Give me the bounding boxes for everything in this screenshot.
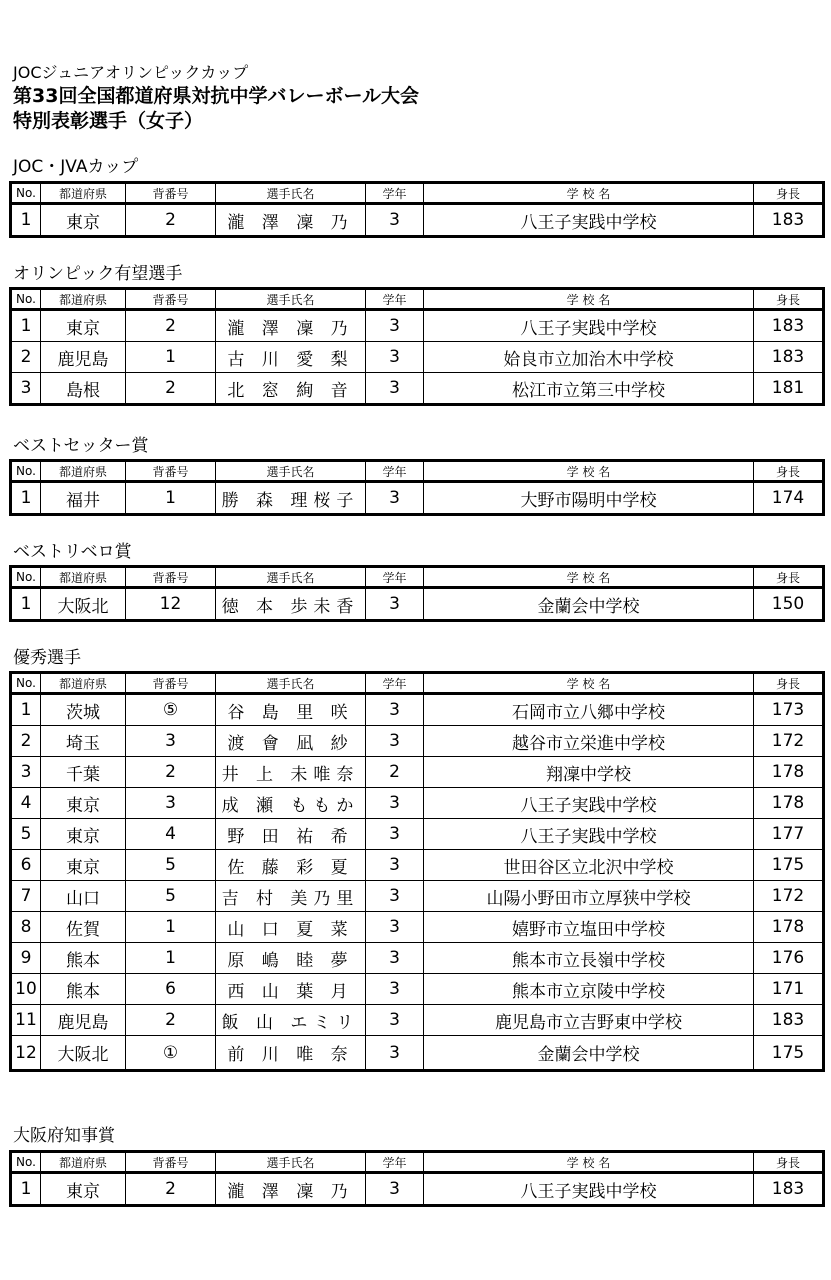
grade: 3 (366, 1005, 424, 1036)
grade: 3 (366, 342, 424, 373)
column-header-player-name: 選手氏名 (216, 183, 366, 204)
column-header-row-number: No. (11, 289, 41, 310)
section-title: ベストセッター賞 (13, 436, 149, 456)
column-header-jersey-number: 背番号 (126, 567, 216, 588)
row-number: 9 (11, 943, 41, 974)
player-name: 勝 森 理桜子 (216, 482, 366, 515)
grade: 3 (366, 373, 424, 405)
table-row (11, 726, 824, 757)
table-header-row (11, 567, 824, 588)
grade: 3 (366, 850, 424, 881)
player-name: 西 山 葉 月 (216, 974, 366, 1005)
school-name: 八王子実践中学校 (424, 819, 754, 850)
grade: 3 (366, 588, 424, 621)
height: 183 (754, 1173, 824, 1206)
school-name: 山陽小野田市立厚狭中学校 (424, 881, 754, 912)
row-number: 12 (11, 1036, 41, 1071)
jersey-number: 12 (126, 588, 216, 621)
table-header-row (11, 461, 824, 482)
document-header (13, 62, 419, 134)
school-name: 八王子実践中学校 (424, 310, 754, 342)
player-name: 吉 村 美乃里 (216, 881, 366, 912)
jersey-number: 1 (126, 342, 216, 373)
prefecture: 東京 (41, 310, 126, 342)
row-number: 11 (11, 1005, 41, 1036)
jersey-number: 4 (126, 819, 216, 850)
column-header-player-name: 選手氏名 (216, 673, 366, 694)
height: 176 (754, 943, 824, 974)
grade: 3 (366, 1173, 424, 1206)
player-name: 谷 島 里 咲 (216, 694, 366, 726)
column-header-prefecture: 都道府県 (41, 461, 126, 482)
player-name: 北 窓 絢 音 (216, 373, 366, 405)
jersey-number: 1 (126, 912, 216, 943)
table-row (11, 694, 824, 726)
table-header-row (11, 289, 824, 310)
column-header-grade: 学年 (366, 567, 424, 588)
grade: 2 (366, 757, 424, 788)
school-name: 八王子実践中学校 (424, 204, 754, 237)
height: 178 (754, 912, 824, 943)
height: 174 (754, 482, 824, 515)
row-number: 6 (11, 850, 41, 881)
table-row (11, 373, 824, 405)
award-table (9, 565, 825, 622)
row-number: 5 (11, 819, 41, 850)
prefecture: 埼玉 (41, 726, 126, 757)
table-row (11, 819, 824, 850)
player-name: 瀧 澤 凜 乃 (216, 310, 366, 342)
jersey-number: 6 (126, 974, 216, 1005)
column-header-prefecture: 都道府県 (41, 289, 126, 310)
row-number: 2 (11, 726, 41, 757)
table-header-row (11, 1152, 824, 1173)
player-name: 古 川 愛 梨 (216, 342, 366, 373)
column-header-grade: 学年 (366, 461, 424, 482)
row-number: 2 (11, 342, 41, 373)
column-header-school-name: 学 校 名 (424, 289, 754, 310)
height: 183 (754, 1005, 824, 1036)
column-header-row-number: No. (11, 567, 41, 588)
header-subtitle: JOCジュニアオリンピックカップ (13, 63, 249, 82)
section-title: 大阪府知事賞 (13, 1126, 115, 1146)
height: 173 (754, 694, 824, 726)
table-row (11, 1173, 824, 1206)
table-header-row (11, 183, 824, 204)
column-header-jersey-number: 背番号 (126, 673, 216, 694)
row-number: 1 (11, 204, 41, 237)
grade: 3 (366, 974, 424, 1005)
jersey-number: 5 (126, 850, 216, 881)
prefecture: 福井 (41, 482, 126, 515)
award-table (9, 671, 825, 1072)
column-header-height: 身長 (754, 1152, 824, 1173)
jersey-number: 1 (126, 943, 216, 974)
player-name: 井 上 未唯奈 (216, 757, 366, 788)
prefecture: 茨城 (41, 694, 126, 726)
grade: 3 (366, 694, 424, 726)
prefecture: 熊本 (41, 943, 126, 974)
table-row (11, 850, 824, 881)
table-row (11, 1005, 824, 1036)
school-name: 嬉野市立塩田中学校 (424, 912, 754, 943)
school-name: 熊本市立長嶺中学校 (424, 943, 754, 974)
prefecture: 島根 (41, 373, 126, 405)
player-name: 飯 山 エミリ (216, 1005, 366, 1036)
grade: 3 (366, 912, 424, 943)
column-header-prefecture: 都道府県 (41, 183, 126, 204)
jersey-number: 2 (126, 1005, 216, 1036)
column-header-jersey-number: 背番号 (126, 461, 216, 482)
column-header-prefecture: 都道府県 (41, 1152, 126, 1173)
school-name: 鹿児島市立吉野東中学校 (424, 1005, 754, 1036)
jersey-number: 2 (126, 1173, 216, 1206)
column-header-school-name: 学 校 名 (424, 567, 754, 588)
table-row (11, 204, 824, 237)
row-number: 4 (11, 788, 41, 819)
school-name: 熊本市立京陵中学校 (424, 974, 754, 1005)
column-header-height: 身長 (754, 461, 824, 482)
prefecture: 山口 (41, 881, 126, 912)
row-number: 1 (11, 1173, 41, 1206)
column-header-grade: 学年 (366, 289, 424, 310)
jersey-number: 3 (126, 726, 216, 757)
table-row (11, 788, 824, 819)
row-number: 1 (11, 482, 41, 515)
height: 183 (754, 342, 824, 373)
column-header-row-number: No. (11, 1152, 41, 1173)
school-name: 八王子実践中学校 (424, 1173, 754, 1206)
prefecture: 東京 (41, 204, 126, 237)
height: 172 (754, 726, 824, 757)
column-header-school-name: 学 校 名 (424, 183, 754, 204)
height: 175 (754, 1036, 824, 1071)
jersey-number: 1 (126, 482, 216, 515)
height: 183 (754, 204, 824, 237)
grade: 3 (366, 482, 424, 515)
grade: 3 (366, 881, 424, 912)
jersey-number: 5 (126, 881, 216, 912)
height: 175 (754, 850, 824, 881)
column-header-height: 身長 (754, 567, 824, 588)
school-name: 姶良市立加治木中学校 (424, 342, 754, 373)
column-header-prefecture: 都道府県 (41, 567, 126, 588)
height: 181 (754, 373, 824, 405)
table-row (11, 342, 824, 373)
table-row (11, 943, 824, 974)
table-row (11, 881, 824, 912)
column-header-jersey-number: 背番号 (126, 183, 216, 204)
prefecture: 千葉 (41, 757, 126, 788)
school-name: 大野市陽明中学校 (424, 482, 754, 515)
column-header-player-name: 選手氏名 (216, 289, 366, 310)
table-row (11, 757, 824, 788)
column-header-school-name: 学 校 名 (424, 1152, 754, 1173)
jersey-number: 3 (126, 788, 216, 819)
header-title-line2: 特別表彰選手（女子） (13, 110, 204, 132)
grade: 3 (366, 819, 424, 850)
jersey-number: 2 (126, 310, 216, 342)
prefecture: 大阪北 (41, 1036, 126, 1071)
grade: 3 (366, 204, 424, 237)
table-header-row (11, 673, 824, 694)
column-header-grade: 学年 (366, 183, 424, 204)
player-name: 山 口 夏 菜 (216, 912, 366, 943)
row-number: 7 (11, 881, 41, 912)
prefecture: 東京 (41, 1173, 126, 1206)
section-title: JOC・JVAカップ (13, 157, 139, 177)
table-row (11, 1036, 824, 1071)
award-table (9, 181, 825, 238)
prefecture: 大阪北 (41, 588, 126, 621)
jersey-number: ① (126, 1036, 216, 1071)
section-title: ベストリベロ賞 (13, 542, 132, 562)
column-header-jersey-number: 背番号 (126, 1152, 216, 1173)
section-title: 優秀選手 (13, 648, 81, 668)
column-header-grade: 学年 (366, 1152, 424, 1173)
prefecture: 東京 (41, 788, 126, 819)
player-name: 成 瀬 ももか (216, 788, 366, 819)
row-number: 8 (11, 912, 41, 943)
column-header-player-name: 選手氏名 (216, 1152, 366, 1173)
prefecture: 東京 (41, 819, 126, 850)
prefecture: 鹿児島 (41, 1005, 126, 1036)
row-number: 1 (11, 694, 41, 726)
column-header-row-number: No. (11, 673, 41, 694)
jersey-number: 2 (126, 757, 216, 788)
award-table (9, 1150, 825, 1207)
column-header-grade: 学年 (366, 673, 424, 694)
table-row (11, 482, 824, 515)
player-name: 瀧 澤 凜 乃 (216, 1173, 366, 1206)
school-name: 翔凜中学校 (424, 757, 754, 788)
height: 183 (754, 310, 824, 342)
row-number: 1 (11, 588, 41, 621)
height: 150 (754, 588, 824, 621)
award-table (9, 287, 825, 406)
column-header-row-number: No. (11, 183, 41, 204)
height: 178 (754, 788, 824, 819)
player-name: 前 川 唯 奈 (216, 1036, 366, 1071)
row-number: 3 (11, 373, 41, 405)
grade: 3 (366, 788, 424, 819)
column-header-jersey-number: 背番号 (126, 289, 216, 310)
player-name: 野 田 祐 希 (216, 819, 366, 850)
table-row (11, 588, 824, 621)
column-header-school-name: 学 校 名 (424, 673, 754, 694)
jersey-number: 2 (126, 373, 216, 405)
table-row (11, 974, 824, 1005)
jersey-number: ⑤ (126, 694, 216, 726)
table-row (11, 912, 824, 943)
column-header-height: 身長 (754, 183, 824, 204)
column-header-player-name: 選手氏名 (216, 461, 366, 482)
school-name: 越谷市立栄進中学校 (424, 726, 754, 757)
grade: 3 (366, 310, 424, 342)
header-title-line1: 第33回全国都道府県対抗中学バレーボール大会 (13, 85, 420, 107)
height: 171 (754, 974, 824, 1005)
table-row (11, 310, 824, 342)
player-name: 原 嶋 睦 夢 (216, 943, 366, 974)
grade: 3 (366, 1036, 424, 1071)
column-header-prefecture: 都道府県 (41, 673, 126, 694)
school-name: 石岡市立八郷中学校 (424, 694, 754, 726)
column-header-height: 身長 (754, 673, 824, 694)
school-name: 金蘭会中学校 (424, 588, 754, 621)
jersey-number: 2 (126, 204, 216, 237)
section-title: オリンピック有望選手 (13, 264, 183, 284)
column-header-player-name: 選手氏名 (216, 567, 366, 588)
player-name: 徳 本 歩未香 (216, 588, 366, 621)
prefecture: 鹿児島 (41, 342, 126, 373)
grade: 3 (366, 726, 424, 757)
row-number: 3 (11, 757, 41, 788)
award-table (9, 459, 825, 516)
column-header-height: 身長 (754, 289, 824, 310)
row-number: 1 (11, 310, 41, 342)
player-name: 佐 藤 彩 夏 (216, 850, 366, 881)
player-name: 瀧 澤 凜 乃 (216, 204, 366, 237)
height: 178 (754, 757, 824, 788)
row-number: 10 (11, 974, 41, 1005)
grade: 3 (366, 943, 424, 974)
column-header-row-number: No. (11, 461, 41, 482)
prefecture: 熊本 (41, 974, 126, 1005)
school-name: 松江市立第三中学校 (424, 373, 754, 405)
school-name: 金蘭会中学校 (424, 1036, 754, 1071)
prefecture: 東京 (41, 850, 126, 881)
column-header-school-name: 学 校 名 (424, 461, 754, 482)
height: 177 (754, 819, 824, 850)
school-name: 世田谷区立北沢中学校 (424, 850, 754, 881)
height: 172 (754, 881, 824, 912)
player-name: 渡 會 凪 紗 (216, 726, 366, 757)
school-name: 八王子実践中学校 (424, 788, 754, 819)
prefecture: 佐賀 (41, 912, 126, 943)
